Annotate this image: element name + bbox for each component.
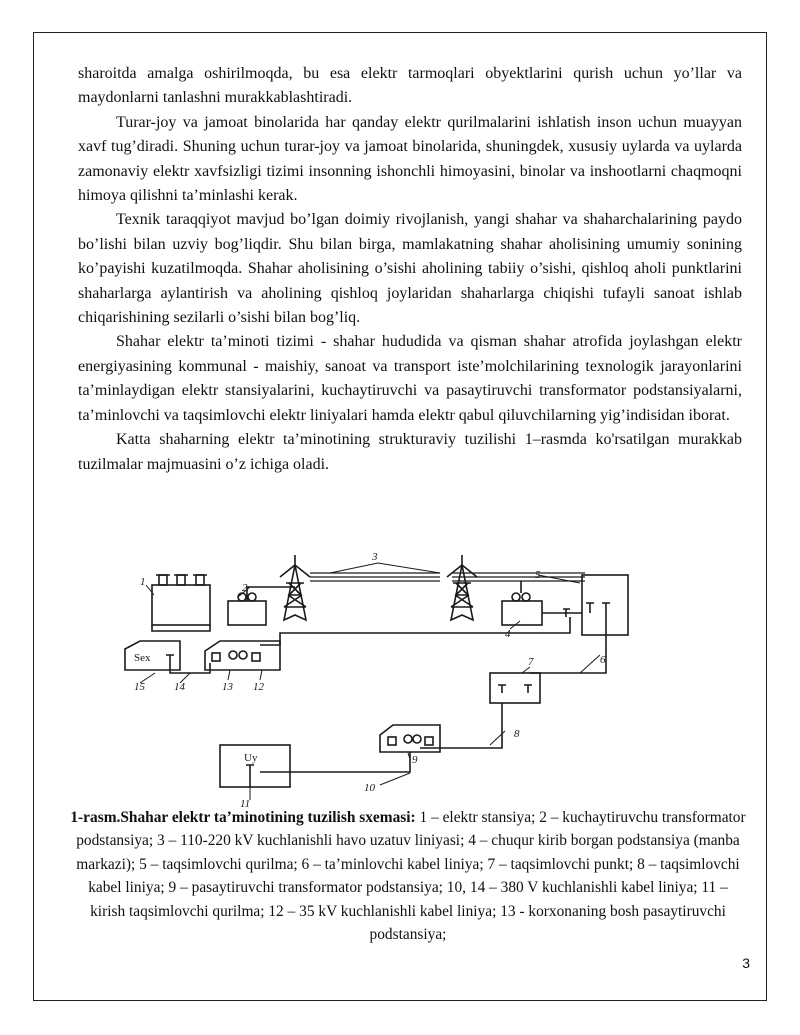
label-10: 10 (364, 782, 375, 794)
power-station (152, 575, 210, 631)
label-12: 12 (253, 681, 264, 693)
label-uy: Uy (244, 752, 258, 764)
paragraph-3: Texnik taraqqiyot mavjud bo’lgan doimiy rivojlanish, yangi shahar va shaharchalarining paydo bo’lishi bilan uzviy bog’liqdir. Shu bilan birga, mamlakatning shahar aholisining umumiy sonining ko’payishi kuzatilmoqda. Shahar aholisining o’sishi aholining tabiiy o’sishi, qishloq aholi punktlarini shaharlarga aylantirish va aholining qishloq joylaridan shaharlarga chiqishi tufayli sanoat ishlab chiqarishining sezilarli o’sishi bilan bog’liq. (78, 211, 742, 327)
label-4: 4 (505, 628, 511, 640)
distribution-device (563, 575, 628, 635)
label-13: 13 (222, 681, 233, 693)
label-8: 8 (514, 728, 520, 740)
distribution-point (490, 673, 540, 703)
label-6: 6 (600, 654, 606, 666)
label-3: 3 (372, 551, 378, 563)
cable-line-10 (260, 752, 410, 772)
figure-caption (70, 806, 746, 946)
cable-line-12 (260, 617, 570, 645)
paragraph-5: Katta shaharning elektr ta’minotining strukturaviy tuzilishi 1–rasmda ko'rsatilgan murakkab tuzilmalar majmuasini o’z ichiga oladi. (78, 431, 742, 473)
label-9: 9 (412, 754, 418, 766)
cable-line-14 (170, 663, 210, 673)
label-14: 14 (174, 681, 185, 693)
caption-title: 1-rasm.Shahar elektr ta’minotining tuzilish sxemasi: (70, 809, 416, 826)
caption-body: 1 – elektr stansiya; 2 – kuchaytiruvchu transformator podstansiya; 3 – 110-220 kV kuchlanishli havo uzatuv liniyasi; 4 – chuqur kirib borgan podstansiya (manba markazi); 5 – taqsimlovchi qurilma; 6 – ta’minlovchi kabel liniya; 7 – taqsimlovchi punkt; 8 – taqsimlovchi kabel liniya; 9 – pasaytiruvchi transformator podstansiya; 10, 14 – 380 V kuchlanishli kabel liniya; 11 – kirish taqsimlovchi qurilma; 12 – 35 kV kuchlanishli kabel liniya; 13 - korxonaning bosh pasaytiruvchi podstansiya; (76, 809, 746, 944)
paragraph-1: sharoitda amalga oshirilmoqda, bu esa elektr tarmoqlari obyektlarini qurish uchun yo’llar va maydonlarni tanlashni murakkablashtiradi. (78, 65, 742, 107)
paragraph-4: Shahar elektr ta’minoti tizimi - shahar hududida va qisman shahar atrofida joylashgan elektr energiyasining kommunal - maishiy, sanoat va transport iste’molchilarining texnologik jarayonlarini ta’minlaydigan elektr stansiyalarini, kuchaytiruvchi va pasaytiruvchi transformator podstansiyalarni, ta’minlovchi va taqsimlovchi elektr liniyalari hamda elektr qabul qiluvchilarning yig’indisidan iborat. (78, 333, 742, 424)
body-text (78, 62, 742, 477)
paragraph-2: Turar-joy va jamoat binolarida har qanday elektr qurilmalarini ishlatish inson uchun muayyan xavf tug’diradi. Shuning uchun turar-joy va jamoat binolarida, shuningdek, xususiy uylarda va uylarda zamonaviy elektr xavfsizligi tizimi insonning ishonchli himoyasini, binolar va inshootlarni chaqmoqni himoya qilishni ta’minlashi kerak. (78, 113, 742, 205)
label-5: 5 (535, 569, 541, 581)
label-sex: Sex (134, 652, 151, 664)
label-2: 2 (242, 582, 248, 594)
transmission-tower-right (447, 555, 477, 620)
power-supply-diagram (110, 545, 630, 810)
label-15: 15 (134, 681, 145, 693)
label-11: 11 (240, 798, 251, 810)
label-1: 1 (140, 576, 146, 588)
label-7: 7 (528, 656, 534, 668)
leader-lines (140, 563, 600, 800)
page-number: 3 (742, 955, 750, 971)
